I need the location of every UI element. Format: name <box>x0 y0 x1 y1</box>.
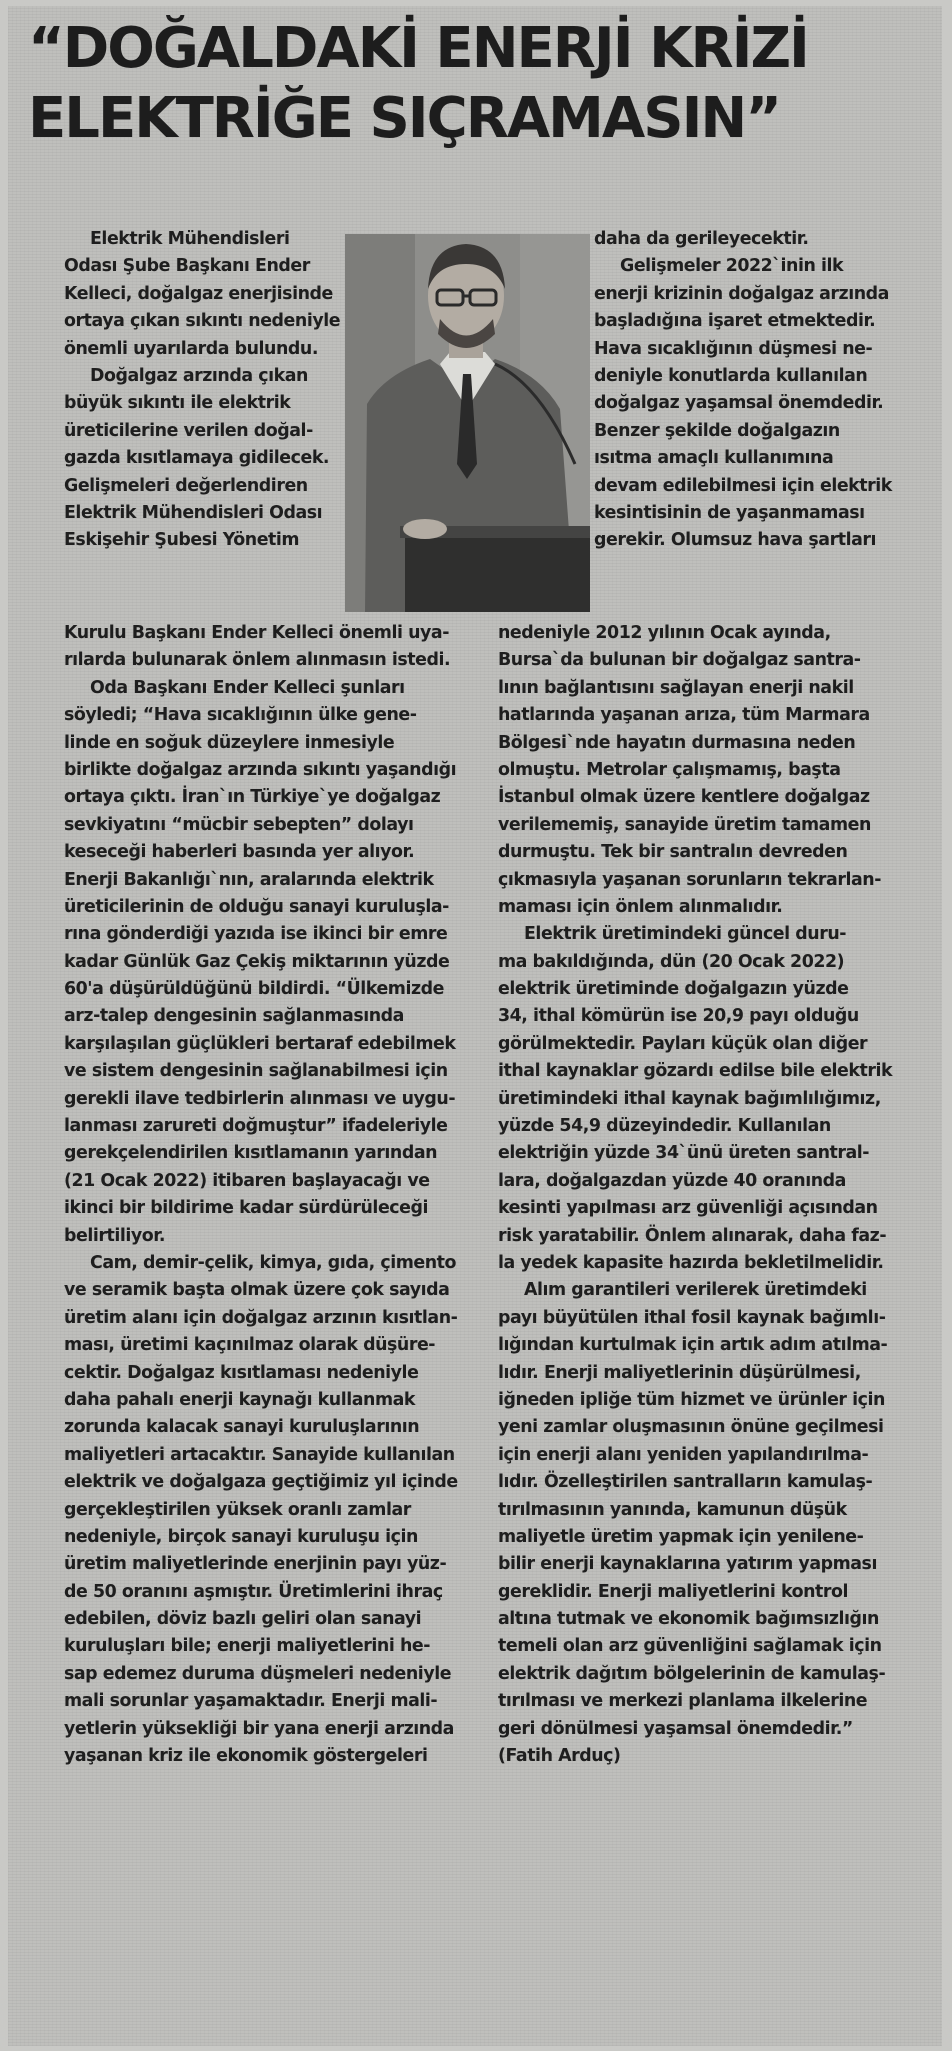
text-line: Hava sıcaklığının düşmesi ne- <box>594 338 873 359</box>
text-line: (21 Ocak 2022) itibaren başlayacağı ve <box>64 1170 430 1191</box>
text-line: Elektrik Mühendisleri <box>90 229 290 249</box>
text-line: durmuştu. Tek bir santralın devreden <box>498 842 848 863</box>
text-line: üretim alanı için doğalgaz arzının kısıtlan- <box>64 1307 458 1328</box>
text-line: Enerji Bakanlığı`nın, aralarında elektrik <box>64 869 434 890</box>
text-line: İstanbul olmak üzere kentlere doğalgaz <box>498 787 870 808</box>
text-line: Odası Şube Başkanı Ender <box>64 256 310 277</box>
text-line: gereklidir. Enerji maliyetlerini kontrol <box>498 1581 849 1602</box>
text-line: keseceği haberleri basında yer alıyor. <box>64 842 415 863</box>
text-line: ithal kaynaklar gözardı edilse bile elektrik <box>498 1061 893 1082</box>
speaker-at-podium-icon <box>345 234 590 612</box>
text-line: yüzde 54,9 düzeyindedir. Kullanılan <box>498 1116 831 1137</box>
text-line: geri dönülmesi yaşamsal önemdedir.” <box>498 1718 853 1739</box>
text-line: ve seramik başta olmak üzere çok sayıda <box>64 1280 450 1301</box>
text-line: lığından kurtulmak için artık adım atılma- <box>498 1335 888 1356</box>
text-line: enerji krizinin doğalgaz arzında <box>594 283 889 304</box>
text-line: yeni zamlar oluşmasının önüne geçilmesi <box>498 1417 884 1438</box>
text-line: arz-talep dengesinin sağlanmasında <box>64 1006 404 1027</box>
text-line: ikinci bir bildirime kadar sürdürüleceği <box>64 1198 428 1219</box>
text-line: Gelişmeleri değerlendiren <box>64 475 308 496</box>
text-line: maması için önlem alınmalıdır. <box>498 896 783 917</box>
text-line: iğneden ipliğe tüm hizmet ve ürünler için <box>498 1389 885 1410</box>
text-line: ortaya çıktı. İran`ın Türkiye`ye doğalgaz <box>64 787 441 808</box>
column-right-top <box>594 226 892 555</box>
text-line: ma bakıldığında, dün (20 Ocak 2022) <box>498 951 845 972</box>
text-line: elektrik dağıtım bölgelerinin de kamulaş- <box>498 1663 886 1684</box>
text-line: gerekçelendirilen kısıtlamanın yarından <box>64 1143 438 1164</box>
text-line: 34, ithal kömürün ise 20,9 payı olduğu <box>498 1006 859 1027</box>
headline <box>28 14 928 154</box>
text-line: la yedek kapasite hazırda bekletilmelidir. <box>498 1252 884 1273</box>
text-line: Elektrik Mühendisleri Odası <box>64 502 323 523</box>
text-line: mali sorunlar yaşamaktadır. Enerji mali- <box>64 1691 438 1712</box>
text-line: lının bağlantısını sağlayan enerji nakil <box>498 677 854 698</box>
text-line: söyledi; “Hava sıcaklığının ülke gene- <box>64 705 417 726</box>
text-line: Bölgesi`nde hayatın durmasına neden <box>498 732 856 753</box>
text-line: verilememiş, sanayide üretim tamamen <box>498 814 871 835</box>
text-line: gerekli ilave tedbirlerin alınması ve uygu- <box>64 1088 456 1109</box>
text-line: gerekir. Olumsuz hava şartları <box>594 530 877 551</box>
text-line: Gelişmeler 2022`inin ilk <box>620 256 844 277</box>
text-line: sap edemez duruma düşmeleri nedeniyle <box>64 1663 452 1684</box>
text-line: tırılması ve merkezi planlama ilkelerine <box>498 1691 868 1712</box>
text-line: Elektrik üretimindeki güncel duru- <box>524 924 847 945</box>
text-line: çıkmasıyla yaşanan sorunların tekrarlan- <box>498 869 881 890</box>
text-line: ve sistem dengesinin sağlanabilmesi için <box>64 1061 448 1082</box>
text-line: rılarda bulunarak önlem alınmasın istedi. <box>64 650 451 671</box>
text-line: ması, üretimi kaçınılmaz olarak düşüre- <box>64 1335 436 1356</box>
text-line: karşılaşılan güçlükleri bertaraf edebilmek <box>64 1033 456 1054</box>
text-line: elektrik ve doğalgaza geçtiğimiz yıl içinde <box>64 1472 458 1493</box>
text-line: büyük sıkıntı ile elektrik <box>64 393 291 414</box>
text-line: birlikte doğalgaz arzında sıkıntı yaşandığı <box>64 759 457 780</box>
text-line: yaşanan kriz ile ekonomik göstergeleri <box>64 1746 428 1767</box>
column-left-top <box>64 226 340 555</box>
text-line: hatlarında yaşanan arıza, tüm Marmara <box>498 705 870 726</box>
text-line: lıdır. Enerji maliyetlerinin düşürülmesi, <box>498 1362 861 1383</box>
headline-line-2: ELEKTRİĞE SIÇRAMASIN” <box>28 86 781 151</box>
text-line: lanması zarureti doğmuştur” ifadeleriyle <box>64 1116 448 1137</box>
text-line: üreticilerinin de olduğu sanayi kuruluşla- <box>64 896 449 917</box>
text-line: daha pahalı enerji kaynağı kullanmak <box>64 1389 416 1410</box>
newspaper-clipping <box>8 6 942 2046</box>
text-line: Bursa`da bulunan bir doğalgaz santra- <box>498 650 861 671</box>
text-line: Kurulu Başkanı Ender Kelleci önemli uya- <box>64 623 449 643</box>
text-line: Alım garantileri verilerek üretimdeki <box>524 1280 867 1301</box>
text-line: zorunda kalacak sanayi kuruluşlarının <box>64 1417 420 1438</box>
text-line: elektriğin yüzde 34`ünü üreten santral- <box>498 1143 870 1164</box>
text-line: kesinti yapılması arz güvenliği açısından <box>498 1198 878 1219</box>
text-line: Kelleci, doğalgaz enerjisinde <box>64 283 333 304</box>
text-line: de 50 oranını aşmıştır. Üretimlerini ihraç <box>64 1581 443 1602</box>
text-line: maliyetle üretim yapmak için yenilene- <box>498 1526 864 1547</box>
text-line: lıdır. Özelleştirilen santralların kamulaş- <box>498 1472 873 1493</box>
text-line: maliyetleri artacaktır. Sanayide kullanılan <box>64 1444 455 1465</box>
column-left-bottom <box>64 620 458 1770</box>
text-line: yetlerin yüksekliği bir yana enerji arzında <box>64 1718 454 1739</box>
text-line: altına tutmak ve ekonomik bağımsızlığın <box>498 1609 879 1630</box>
text-line: deniyle konutlarda kullanılan <box>594 365 868 386</box>
column-right-bottom <box>498 620 892 1770</box>
text-line: doğalgaz yaşamsal önemdedir. <box>594 393 884 414</box>
text-line: ısıtma amaçlı kullanımına <box>594 448 834 469</box>
text-line: kesintisinin de yaşanmaması <box>594 502 865 523</box>
text-line: Cam, demir-çelik, kimya, gıda, çimento <box>90 1252 457 1273</box>
text-line: önemli uyarılarda bulundu. <box>64 338 319 359</box>
text-line: Eskişehir Şubesi Yönetim <box>64 530 300 551</box>
text-line: belirtiliyor. <box>64 1225 166 1246</box>
text-line: Doğalgaz arzında çıkan <box>90 365 308 386</box>
text-line: gazda kısıtlamaya gidilecek. <box>64 448 330 469</box>
text-line: başladığına işaret etmektedir. <box>594 311 876 332</box>
text-line: linde en soğuk düzeylere inmesiyle <box>64 732 395 753</box>
text-line: gerçekleştirilen yüksek oranlı zamlar <box>64 1499 411 1520</box>
text-line: nedeniyle, birçok sanayi kuruluşu için <box>64 1526 418 1547</box>
text-line: bilir enerji kaynaklarına yatırım yapması <box>498 1554 877 1575</box>
text-line: kuruluşları bile; enerji maliyetlerini he- <box>64 1636 430 1657</box>
text-line: üretimindeki ithal kaynak bağımlılığımız, <box>498 1088 881 1109</box>
text-line: üretim maliyetlerinde enerjinin payı yüz- <box>64 1554 447 1575</box>
text-line: tırılmasının yanında, kamunun düşük <box>498 1499 847 1520</box>
text-line: risk yaratabilir. Önlem alınarak, daha faz- <box>498 1225 887 1246</box>
text-line: temeli olan arz güvenliğini sağlamak için <box>498 1636 882 1657</box>
byline: (Fatih Arduç) <box>498 1746 621 1767</box>
text-line: kadar Günlük Gaz Çekiş miktarının yüzde <box>64 951 450 972</box>
text-line: görülmektedir. Payları küçük olan diğer <box>498 1033 868 1054</box>
text-line: olmuştu. Metrolar çalışmamış, başta <box>498 759 841 780</box>
text-line: payı büyütülen ithal fosil kaynak bağımlı- <box>498 1307 886 1328</box>
text-line: elektrik üretiminde doğalgazın yüzde <box>498 979 849 1000</box>
text-line: daha da gerileyecektir. <box>594 229 809 249</box>
text-line: Oda Başkanı Ender Kelleci şunları <box>90 677 405 698</box>
text-line: Benzer şekilde doğalgazın <box>594 420 840 441</box>
text-line: sevkiyatını “mücbir sebepten” dolayı <box>64 814 414 835</box>
text-line: için enerji alanı yeniden yapılandırılma- <box>498 1444 869 1465</box>
text-line: rına gönderdiği yazıda ise ikinci bir emre <box>64 924 448 945</box>
headline-line-1: “DOĞALDAKİ ENERJİ KRİZİ <box>28 16 808 81</box>
text-line: devam edilebilmesi için elektrik <box>594 475 892 496</box>
text-line: lara, doğalgazdan yüzde 40 oranında <box>498 1170 846 1191</box>
speaker-photo <box>345 234 590 612</box>
text-line: 60'a düşürüldüğünü bildirdi. “Ülkemizde <box>64 979 444 1000</box>
text-line: nedeniyle 2012 yılının Ocak ayında, <box>498 623 831 643</box>
text-line: ortaya çıkan sıkıntı nedeniyle <box>64 311 341 332</box>
text-line: cektir. Doğalgaz kısıtlaması nedeniyle <box>64 1362 419 1383</box>
text-line: edebilen, döviz bazlı geliri olan sanayi <box>64 1609 422 1630</box>
text-line: üreticilerine verilen doğal- <box>64 420 313 441</box>
